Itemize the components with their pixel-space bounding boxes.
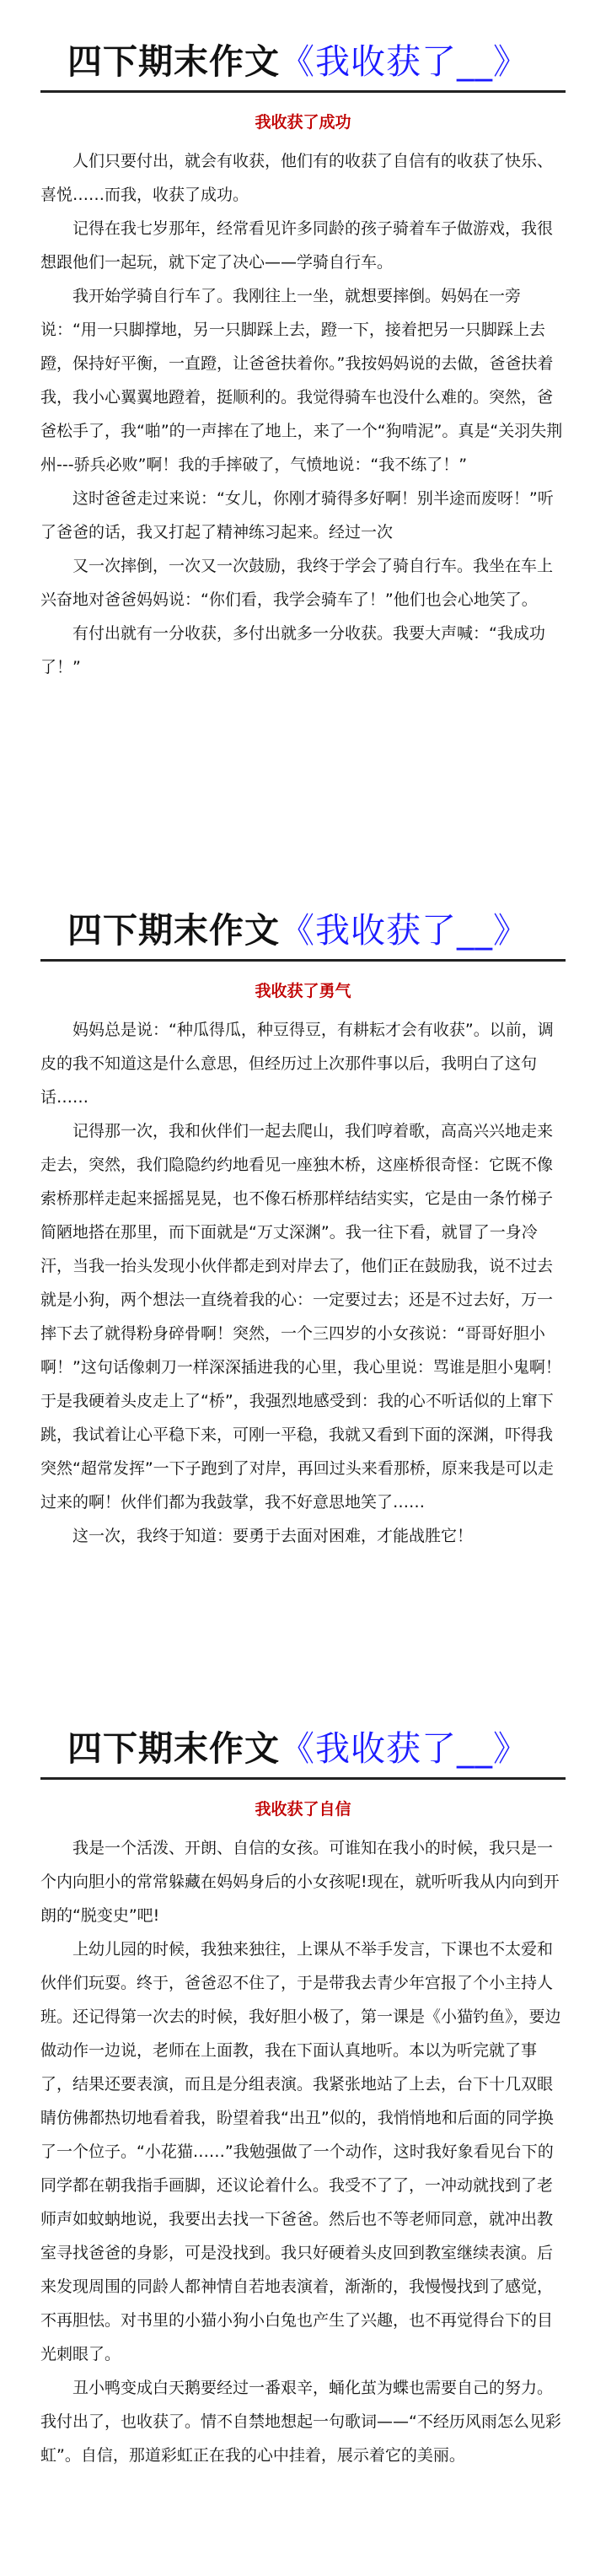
essay-body (0, 1831, 606, 2472)
title-divider (40, 90, 566, 93)
paragraph: 这时爸爸走过来说：“女儿，你刚才骑得多好啊！别半途而废呀！”听了爸爸的话，我又打起了精神练习起来。经过一次 (40, 489, 554, 542)
paragraph: 又一次摔倒，一次又一次鼓励，我终于学会了骑自行车。我坐在车上兴奋地对爸爸妈妈说：“你们看，我学会骑车了！”他们也会心地笑了。 (40, 557, 554, 609)
paragraph: 有付出就有一分收获，多付出就多一分收获。我要大声喊：“我成功了！” (40, 624, 545, 676)
essay-section-3 (0, 1687, 606, 2472)
paragraph: 上幼儿园的时候，我独来独往，上课从不举手发言，下课也不太爱和伙伴们玩耍。终于，爸爸忍不住了，于是带我去青少年宫报了个小主持人班。还记得第一次去的时候，我好胆小极了，第一课是《小猫钓鱼》，要边做动作一边说，老师在上面教，我在下面认真地听。本以为听完就了事了，结果还要表演，而且是分组表演。我紧张地站了上去，台下十几双眼睛仿佛都热切地看着我，盼望着我“出丑”似的，我悄悄地和后面的同学换了一个位子。“小花猫……”我勉强做了一个动作，这时我好象看见台下的同学都在朝我指手画脚，还议论着什么。我受不了了，一冲动就找到了老师声如蚊蚋地说，我要出去找一下爸爸。然后也不等老师同意，就冲出教室寻找爸爸的身影，可是没找到。我只好硬着头皮回到教室继续表演。后来发现周围的同龄人都神情自若地表演着，渐渐的，我慢慢找到了感觉，不再胆怯。对书里的小猫小狗小白兔也产生了兴趣，也不再觉得台下的目光刺眼了。 (40, 1940, 561, 2363)
paragraph: 妈妈总是说：“种瓜得瓜，种豆得豆，有耕耘才会有收获”。以前，调皮的我不知道这是什么意思，但经历过上次那件事以后，我明白了这句话…… (40, 1021, 554, 1107)
paragraph: 我开始学骑自行车了。我刚往上一坐，就想要摔倒。妈妈在一旁说：“用一只脚撑地，另一只脚踩上去，蹬一下，接着把另一只脚踩上去蹬，保持好平衡，一直蹬，让爸爸扶着你。”我按妈妈说的去做，爸爸扶着我，我小心翼翼地蹬着，挺顺利的。我觉得骑车也没什么难的。突然，爸爸松手了，我“啪”的一声摔在了地上，来了一个“狗啃泥”。真是“关羽失荆州---骄兵必败”啊！我的手摔破了，气愤地说：“我不练了！” (40, 287, 563, 474)
paragraph: 人们只要付出，就会有收获，他们有的收获了自信有的收获了快乐、喜悦……而我，收获了成功。 (40, 152, 554, 204)
page-title: 四下期末作文《我收获了__》 (67, 1728, 528, 1769)
paragraph: 我是一个活泼、开朗、自信的女孩。可谁知在我小的时候，我只是一个内向胆小的常常躲藏在妈妈身后的小女孩呢!现在，就听听我从内向到开朗的“脱变史”吧! (40, 1839, 560, 1925)
essay-subtitle: 我收获了自信 (255, 1800, 351, 1819)
page-title: 四下期末作文《我收获了__》 (67, 910, 528, 951)
title-divider (40, 1777, 566, 1780)
essay-body (0, 144, 606, 684)
paragraph: 记得在我七岁那年，经常看见许多同龄的孩子骑着车子做游戏，我很想跟他们一起玩，就下定了决心——学骑自行车。 (40, 219, 554, 272)
paragraph: 记得那一次，我和伙伴们一起去爬山，我们哼着歌，高高兴兴地走来走去，突然，我们隐隐约约地看见一座独木桥，这座桥很奇怪：它既不像索桥那样走起来摇摇晃晃，也不像石桥那样结结实实，它是由一条竹梯子简陋地搭在那里，而下面就是“万丈深渊”。我一往下看，就冒了一身冷汗，当我一抬头发现小伙伴都走到对岸去了，他们正在鼓励我，说不过去就是小狗，两个想法一直绕着我的心：一定要过去；还是不过去好，万一摔下去了就得粉身碎骨啊！突然，一个三四岁的小女孩说：“哥哥好胆小啊！”这句话像刺刀一样深深插进我的心里，我心里说：骂谁是胆小鬼啊！于是我硬着头皮走上了“桥”，我强烈地感受到：我的心不听话似的上窜下跳，我试着让心平稳下来，可刚一平稳，我就又看到下面的深渊，吓得我突然“超常发挥”一下子跑到了对岸，再回过头来看那桥，原来我是可以走过来的啊！伙伴们都为我鼓掌，我不好意思地笑了…… (40, 1122, 561, 1512)
essay-body (0, 1013, 606, 1553)
essay-subtitle: 我收获了勇气 (255, 982, 351, 1000)
page-title: 四下期末作文《我收获了__》 (67, 41, 528, 82)
paragraph: 这一次，我终于知道：要勇于去面对困难，才能战胜它！ (72, 1527, 474, 1545)
essay-section-2 (0, 869, 606, 1553)
essay-section-1 (0, 0, 606, 684)
paragraph: 丑小鸭变成白天鹅要经过一番艰辛，蛹化茧为蝶也需要自己的努力。我付出了，也收获了。情不自禁地想起一句歌词——“不经历风雨怎么见彩虹”。自信，那道彩虹正在我的心中挂着，展示着它的美丽。 (40, 2379, 561, 2465)
essay-subtitle: 我收获了成功 (255, 113, 351, 132)
title-divider (40, 959, 566, 962)
